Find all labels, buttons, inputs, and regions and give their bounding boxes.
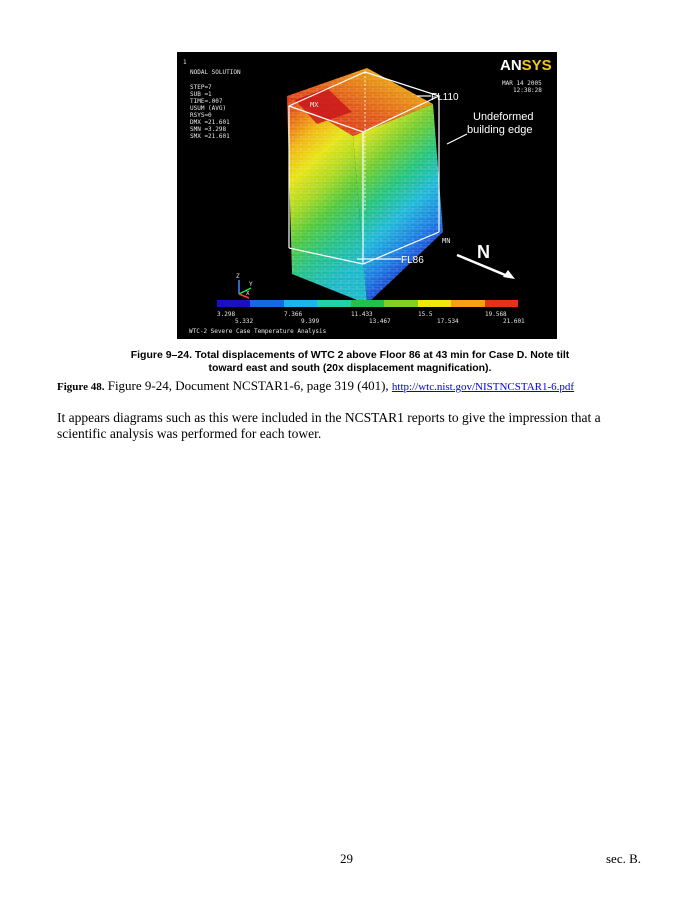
svg-text:X: X <box>246 290 250 297</box>
figure-48-label: Figure 48. <box>57 381 105 393</box>
ansys-logo: ANSYS <box>500 57 552 74</box>
north-label: N <box>477 242 490 262</box>
svg-text:9.399: 9.399 <box>301 318 320 325</box>
scale-bin-5 <box>351 300 384 307</box>
scale-bin-2 <box>250 300 284 307</box>
mn-marker: MN <box>442 237 451 245</box>
caption-line2: toward east and south (20x displacement magnification). <box>208 362 492 374</box>
scale-bin-8 <box>451 300 485 307</box>
scale-bin-7 <box>418 300 451 307</box>
figure-48-text: Figure 9-24, Document NCSTAR1-6, page 319 (401), <box>104 378 392 393</box>
svg-text:13.467: 13.467 <box>369 318 391 325</box>
svg-text:15.5: 15.5 <box>418 311 433 318</box>
svg-text:3.298: 3.298 <box>217 311 236 318</box>
svg-text:5.332: 5.332 <box>235 318 254 325</box>
fl86-label: FL86 <box>401 255 424 266</box>
ansys-plot-svg <box>177 52 557 339</box>
plot-date: MAR 14 2005 <box>502 80 542 87</box>
svg-text:11.433: 11.433 <box>351 311 373 318</box>
scale-bin-3 <box>284 300 317 307</box>
figure-caption <box>70 349 630 375</box>
nist-report-link[interactable]: http://wtc.nist.gov/NISTNCSTAR1-6.pdf <box>391 381 575 393</box>
scale-bin-1 <box>217 300 250 307</box>
scale-labels <box>217 311 525 325</box>
figure-48-reference <box>57 378 657 395</box>
undeformed-label-line1: Undeformed <box>473 111 534 123</box>
svg-text:7.366: 7.366 <box>284 311 303 318</box>
mx-marker: MX <box>310 101 319 109</box>
undeformed-label-line2: building edge <box>467 124 533 136</box>
caption-line1: Figure 9–24. Total displacements of WTC 2 above Floor 86 at 43 min for Case D. Note tilt <box>130 349 570 361</box>
page-number: 29 <box>340 851 353 866</box>
section-label: sec. B. <box>606 851 642 866</box>
scale-bin-9 <box>485 300 518 307</box>
plot-time: 12:38:28 <box>513 87 542 94</box>
svg-text:19.568: 19.568 <box>485 311 507 318</box>
body-paragraph: It appears diagrams such as this were included in the NCSTAR1 reports to give the impression that a scientific analysis was performed for each tower. <box>57 410 601 441</box>
svg-text:21.601: 21.601 <box>503 318 525 325</box>
nodal-solution-block: NODAL SOLUTION STEP=7 SUB =1 TIME=.007 USUM (AVG) RSYS=0 DMX =21.601 SMN =3.298 SMX =21.601 <box>190 69 241 140</box>
ansys-figure <box>177 52 557 339</box>
color-scale-bar <box>217 300 518 307</box>
svg-text:Z: Z <box>236 273 240 280</box>
figure-footer: WTC-2 Severe Case Temperature Analysis <box>189 328 327 335</box>
svg-text:Y: Y <box>249 281 253 288</box>
corner-number: 1 <box>183 59 187 66</box>
scale-bin-4 <box>317 300 351 307</box>
fl110-label: FL110 <box>431 92 459 103</box>
scale-bin-6 <box>384 300 418 307</box>
axis-triad-icon <box>236 273 253 298</box>
svg-text:17.534: 17.534 <box>437 318 459 325</box>
